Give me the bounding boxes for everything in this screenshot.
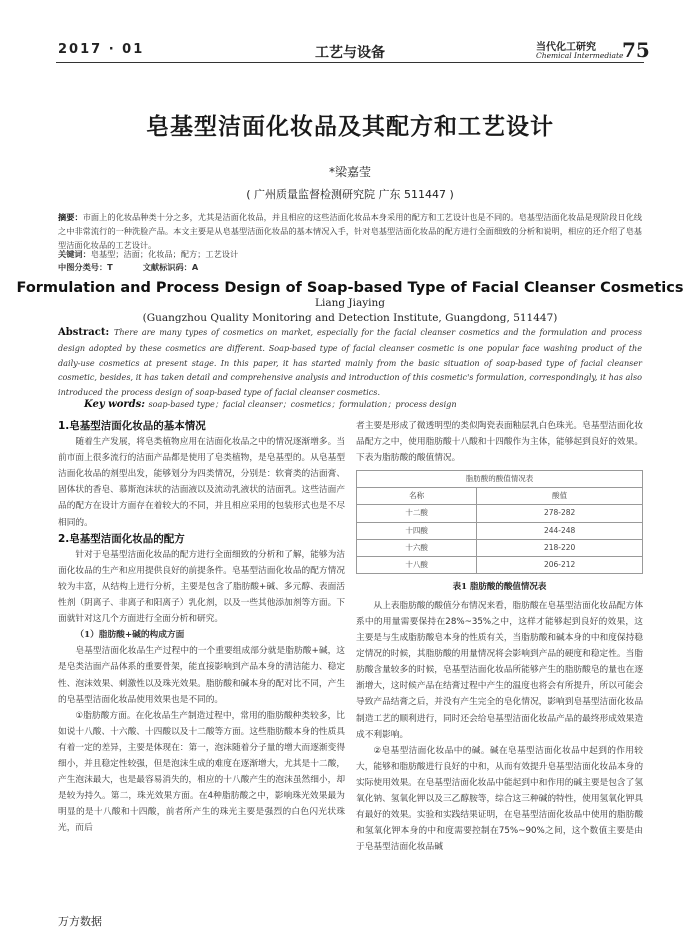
- author-cn: *梁嘉莹: [328, 165, 371, 179]
- table-cell-name: 十六酸: [357, 539, 477, 556]
- section-1-paragraph: 随着生产发展，将皂类植物应用在洁面化妆品之中的情况逐渐增多。当前市面上很多流行的洁面产品都是使用了皂类植物，是皂基型的。从皂基型洁面化妆品的剂型出发，能够划分为四类情况，分别是：软膏类的洁面膏、固体状的香皂、慕斯泡沫状的洁面液以及流动乳液状的洁面乳。这些洁面产品的配方在设计方面存在着较大的不同，并且相应采用的包装形式也是不尽相同的。: [58, 437, 345, 528]
- table-cell-name: 十四酸: [357, 522, 477, 539]
- header-divider: [56, 62, 644, 63]
- keywords-cn-label: 关键词：: [58, 249, 91, 259]
- right-paragraph-3: ②皂基型洁面化妆品中的碱。碱在皂基型洁面化妆品中起到的作用较大，能够和脂肪酸进行良好的中和，从而有效提升皂基型洁面化妆品本身的实际使用效果。在皂基型洁面化妆品中能起到中和作用的碱主要是包含了氢氧化钠、氢氧化钾以及三乙醇胺等，综合这三种碱的特性，使用氢氧化钾具有最好的效果。实验和实践结果证明，在皂基型洁面化妆品中使用的脂肪酸和氢氧化钾本身的中和度需要控制在75%~90%之间，这个数值主要是由于皂基型洁面化妆品碱: [356, 745, 643, 853]
- table-row: [357, 505, 643, 522]
- table-row: [357, 539, 643, 556]
- right-paragraph-1: 者主要是形成了微透明型的类似陶瓷表面釉层乳白色珠光。皂基型洁面化妆品配方之中，使用脂肪酸十八酸和十四酸作为主体，能够起到良好的效果。下表为脂肪酸的酸值情况。: [356, 421, 643, 464]
- affiliation-cn: ( 广州质量监督检测研究院 广东 511447 ): [246, 188, 454, 201]
- issue-number: 2017 · 01: [58, 42, 145, 57]
- keywords-cn: [58, 248, 642, 261]
- subsection-2-1-paragraph-1: 皂基型洁面化妆品生产过程中的一个重要组成部分就是脂肪酸+碱，这是皂类洁面产品体系的重要骨架，能直接影响到产品本身的清洁能力、稳定性、泡沫效果、刺激性以及珠光效果。脂肪酸和碱本身的配对比不同，产生的皂基型洁面化妆品使用效果也是不同的。: [58, 646, 345, 705]
- table-cell-value: 218-220: [477, 539, 643, 556]
- body-right-column: [356, 418, 643, 855]
- table-cell-value: 244-248: [477, 522, 643, 539]
- abstract-en-text: There are many types of cosmetics on market, especially for the facial cleanser cosmetics and the formulation and process design adopted by these cosmetics are different. Soap-based type of facial cleanser cosmetic is one popular face washing product of the daily-use cosmetics at present stage. In this paper, it has started mainly from the basic situation of soap-based type of facial cleanser cosmetic, besides, it has taken detail and comprehensive analysis and introduction of this cosmetic's formulation, correspondingly, it has also introduced the process design of soap-based type of facial cleanser cosmetics.: [58, 327, 642, 398]
- table-caption: 表1 脂肪酸的酸值情况表: [452, 581, 547, 592]
- body-left-column: [58, 418, 345, 836]
- classification-cn: [58, 262, 228, 273]
- keywords-cn-text: 皂基型；洁面；化妆品；配方；工艺设计: [90, 249, 239, 259]
- subsection-2-1-heading: （1）脂肪酸+碱的构成方面: [75, 630, 185, 641]
- table-row: [357, 522, 643, 539]
- paper-title-cn: 皂基型洁面化妆品及其配方和工艺设计: [146, 114, 554, 140]
- table-header-name: 名称: [357, 488, 477, 505]
- abstract-en-label: Abstract: [58, 327, 106, 338]
- table-header-value: 酸值: [477, 488, 643, 505]
- table-cell-value: 278-282: [477, 505, 643, 522]
- table-cell-name: 十八酸: [357, 556, 477, 573]
- right-paragraph-2: 从上表脂肪酸的酸值分布情况来看，脂肪酸在皂基型洁面化妆品配方体系中的用量需要保持在28%~35%之中，这样才能够起到良好的效果，这主要是与生成脂肪酸皂本身的性质有关，当脂肪酸和碱本身的中和度保持稳定情况的时候，其脂肪酸的用量情况将会影响到产品的硬度和稳定性。当脂肪酸含量较多的时候，皂基型洁面化妆品所能够产生的脂肪酸皂的量也在逐渐增大，这时候产品在结膏过程中产生的温度也将会有所提升，所以可能会导致产品结膏之后，并没有产生完全的皂化情况，影响到皂基型洁面化妆品制造工艺的顺利进行，同时还会给皂基型洁面化妆品产品的最终形成效果造成不利影响。: [356, 600, 643, 740]
- author-en: Liang Jiaying: [314, 297, 385, 309]
- abstract-cn-text: 市面上的化妆品种类十分之多，尤其是洁面化妆品，并且相应的这些洁面化妆品本身采用的配方和工艺设计也是不同的。皂基型洁面化妆品是现阶段日化线之中非常流行的一种洗脸产品。本文主要是从皂基型洁面化妆品的基本情况入手，针对皂基型洁面化妆品的配方进行全面细致的分析和说明，相应的还介绍了皂基型洁面化妆品的工艺设计。: [58, 212, 642, 250]
- table-row: [357, 556, 643, 573]
- footer-watermark: 万方数据: [58, 915, 102, 928]
- fatty-acid-table: [356, 470, 643, 594]
- table-top-title: 脂肪酸的酸值情况表: [357, 471, 643, 488]
- section-title: 工艺与设备: [315, 45, 385, 61]
- subsection-2-1-paragraph-2: ①脂肪酸方面。在化妆品生产制造过程中，常用的脂肪酸种类较多，比如说十八酸、十六酸、十四酸以及十二酸等方面。这些脂肪酸本身的性质具有着一定的差异，主要是体现在：第一，泡沫随着分子量的增大而逐渐变得细小，并且稳定性较强，但是泡沫生成的难度在逐渐增大，尤其是十二酸，产生泡沫最大，也是最容易消失的，相应的十八酸产生的泡沫虽然细小，却是较为持久。第二，珠光效果方面。在4种脂肪酸之中，影响珠光效果最为明显的是十八酸和十四酸，前者所产生的珠光主要是强烈的白色闪光状珠光，而后: [58, 710, 345, 834]
- section-2-paragraph: 针对于皂基型洁面化妆品的配方进行全面细致的分析和了解，能够为洁面化妆品的生产和应用提供良好的前提条件。皂基型洁面化妆品的配方情况较为丰富，从结构上进行分析，主要是包含了脂肪酸+碱、多元醇、表面活性剂（阴离子、非离子和阳离子）乳化剂，以及一些其他添加剂等方面。下面就针对这几个方面进行全面分析和研究。: [58, 549, 345, 625]
- keywords-en-label: Key words: [84, 399, 142, 410]
- journal-name-cn: 当代化工研究: [536, 42, 596, 53]
- keywords-en-text: soap-based type；facial cleanser；cosmetics；formulation；process design: [148, 399, 457, 409]
- section-1-heading: 1.皂基型洁面化妆品的基本情况: [58, 420, 206, 432]
- clc-number: 中图分类号：T: [58, 262, 113, 272]
- table-cell-value: 206-212: [477, 556, 643, 573]
- table-cell-name: 十二酸: [357, 505, 477, 522]
- keywords-en: Key words: soap-based type；facial cleanser；cosmetics；formulation；process design: [84, 399, 457, 410]
- affiliation-en: (Guangzhou Quality Monitoring and Detection Institute, Guangdong, 511447): [142, 312, 558, 324]
- page-number: 75: [622, 38, 650, 62]
- section-2-heading: 2.皂基型洁面化妆品的配方: [58, 532, 185, 545]
- document-code: 文献标识码：A: [142, 262, 199, 272]
- abstract-en: Abstract: There are many types of cosmetics on market, especially for the facial cleanser cosmetics and the formulation and process design adopted by these cosmetics are different. Soap-based type of facial cleanser cosmetic is one popular face washing product of the daily-use cosmetics at present stage. In this paper, it has started mainly from the basic situation of soap-based type of facial cleanser cosmetic, besides, it has taken detail and comprehensive analysis and introduction of this cosmetic's formulation, correspondingly, it has also introduced the process design of soap-based type of facial cleanser cosmetics.: [58, 327, 642, 398]
- abstract-cn: [58, 210, 642, 252]
- abstract-cn-label: 摘要：: [58, 212, 83, 222]
- journal-name-en: Chemical Intermediate: [536, 51, 624, 60]
- paper-title-en: Formulation and Process Design of Soap-based Type of Facial Cleanser Cosmetics: [16, 280, 684, 296]
